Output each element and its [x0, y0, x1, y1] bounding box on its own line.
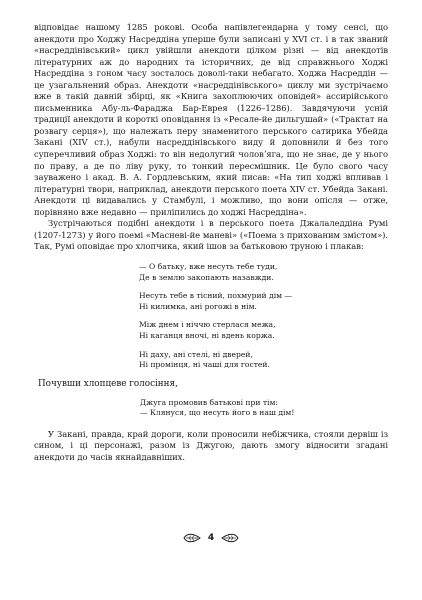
narration-line: Почувши хлопцеве голосіння,: [38, 378, 178, 389]
paragraph-closing: У Закані, правда, край дороги, коли проносили небіжчика, стояли дервіш із сином, і ці персонажі, разом із Джугою, дають змогу відносити згадані анекдоти до часів якнайдавніших.: [34, 428, 388, 462]
paragraph-origin: відповідає нашому 1285 рокові. Особа напівлегендарна у тому сенсі, що анекдоти про Ходжу Насреддіна уперше були записані у XVI ст. і в так званий «насреддінівський» цикл увійшли анекдоти цілком різні — від анекдотів літературних аж до народних та історичних, де від справжнього Ходжі Насреддіна з гоном часу зосталось доволі-таки небагато. Ходжа Насреддін — це узагальнений образ. Анекдоти «насреддінівського» циклу ми зустрічаємо вже в такій давній збірці, як «Книга захоплюючих оповідей» ассирійського письменника Абу-ль-Фараджа Бар-Еврея (1226–1286). Завдячуючи усній традиції анекдоти й короткі оповідання із «Ресале-йе дильгушай» («Трактат на розвагу серця»), що належать перу знаменитого перського сатирика Убейда Закані (XIV ст.), набули насреддінівського виду й доповнили й без того суперечливий образ Ходжі: то він недолугий чоловʼяга, що не знає, де у нього по праву, а де по ліву руку, то тонкий пересмішник. Це було свого часу зауважено і акад. В. А. Гордлевським, який писав: «На тип ходжі впливав і літературні твори, наприклад, анекдоти перського поета XIV ст. Убейда Закані. Анекдоти ці видавались у Стамбулі, і можливо, що вони опісля — отже, порівняно вже недавно — приліпились до ходжі Насреддіна».: [34, 22, 388, 217]
poem-dialog: [140, 398, 388, 419]
main-text: [34, 22, 388, 253]
poem-line: Несуть тебе в тісний, похмурий дім —: [139, 291, 293, 301]
poem-line: Ні даху, ані стелі, ні дверей,: [139, 349, 253, 359]
page-number: 4: [207, 533, 215, 543]
poem-line: Ні килимка, ані рогожі в нім.: [139, 301, 257, 311]
poem-line: Де в землю закопають назавжди.: [139, 272, 274, 282]
leaf-ornament-icon: [183, 532, 201, 544]
poem-line: Ні каганця вночі, ні вдень коржа.: [139, 330, 275, 340]
leaf-ornament-icon: [221, 532, 239, 544]
poem-line: Між днем і ніччю стерлася межа,: [139, 320, 276, 330]
poem-line: — О батьку, вже несуть тебе туди,: [139, 261, 278, 271]
poem-stanza: [139, 262, 388, 283]
poem-lament: [139, 262, 388, 371]
poem-stanza: [139, 320, 388, 341]
dialog-line: — Клянуся, що несуть його в наш дім!: [140, 408, 295, 418]
poem-stanza: [139, 291, 388, 312]
poem-stanza: [139, 350, 388, 371]
closing-text: [34, 429, 388, 464]
paragraph-rumi: Зустрічаються подібні анекдоти і в перського поета Джалаледдіна Румі (1207-1273) у його поемі «Масневі-йе маневі» («Поема з прихованим змістом»). Так, Румі оповідає про хлопчика, який ішов за батьковою труною і плакав:: [34, 218, 388, 252]
page-footer: [0, 532, 422, 544]
dialog-line: Джуга промовив батькові при тім:: [140, 397, 278, 407]
poem-line: Ні промінця, ні чаші для гостей.: [139, 360, 270, 370]
